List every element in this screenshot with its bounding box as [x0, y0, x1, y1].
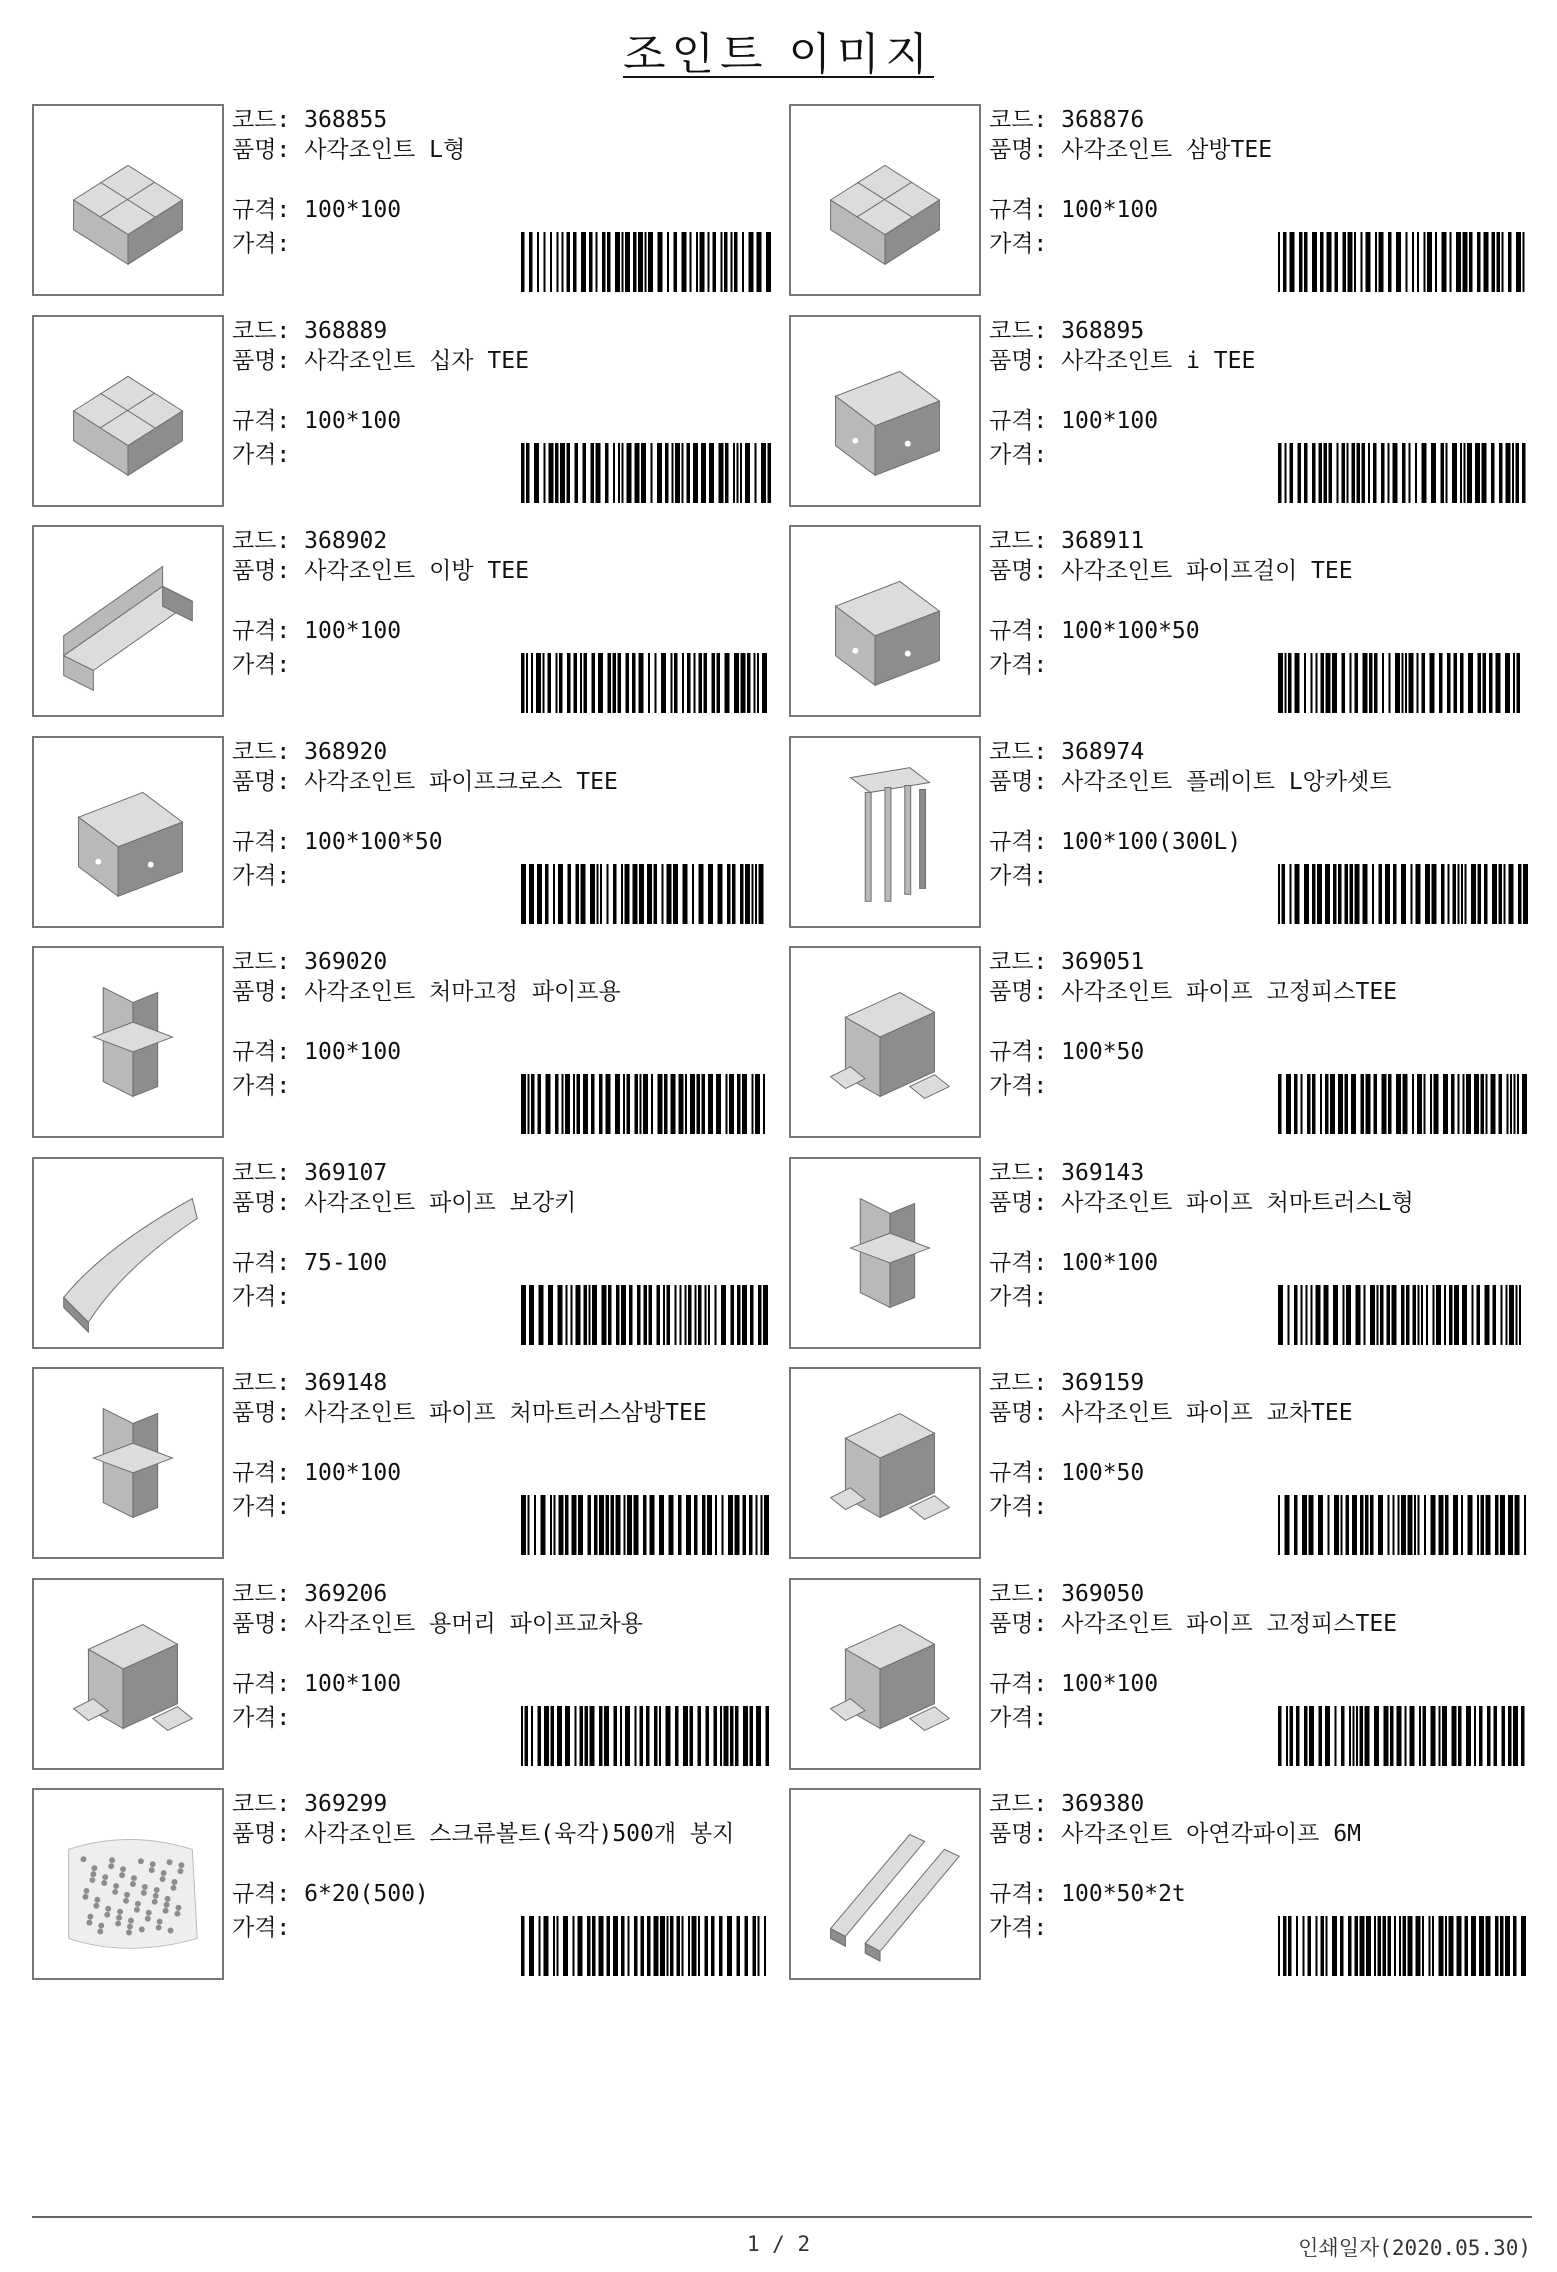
- product-spec: 100*50: [1061, 1460, 1145, 1486]
- product-price-row: [989, 862, 1047, 890]
- code-label: 코드:: [232, 1791, 291, 1817]
- product-name-row: [989, 347, 1519, 375]
- barcode: [1278, 232, 1528, 292]
- name-label: 품명:: [989, 768, 1048, 795]
- product-name-row: [989, 1820, 1519, 1848]
- product-code: 368920: [304, 738, 388, 765]
- page-title: 조인트 이미지: [622, 29, 934, 80]
- product-info: [989, 1788, 1534, 1980]
- product-spec: 100*100: [1061, 407, 1159, 434]
- price-label: 가격:: [989, 441, 1048, 468]
- product-spec: 100*100: [1061, 1249, 1159, 1276]
- product-spec: 100*100*50: [304, 828, 443, 855]
- product-spec-row: [232, 1880, 429, 1908]
- square-joint-plate-anchor-set-icon: [789, 736, 981, 928]
- product-price-row: [989, 230, 1047, 258]
- print-date: 인쇄일자(2020.05.30): [1298, 2236, 1531, 2260]
- square-joint-ridge-pipe-crossing-icon: [32, 1578, 224, 1770]
- product-card: [32, 104, 777, 296]
- product-card: [789, 736, 1534, 928]
- spec-label: 규격:: [989, 197, 1048, 223]
- code-label: 코드:: [989, 317, 1048, 344]
- product-code: 369050: [1061, 1580, 1145, 1607]
- product-card: [32, 1578, 777, 1770]
- product-spec-row: [232, 617, 401, 645]
- product-info: [989, 736, 1534, 928]
- price-label: 가격:: [989, 1073, 1048, 1099]
- product-code: 368876: [1061, 107, 1145, 133]
- spec-label: 규격:: [232, 1670, 291, 1697]
- price-label: 가격:: [232, 1915, 291, 1941]
- product-code: 369107: [304, 1159, 388, 1186]
- product-name-row: [232, 347, 762, 375]
- code-label: 코드:: [989, 528, 1048, 554]
- barcode: [521, 232, 771, 292]
- product-price-row: [232, 1493, 290, 1521]
- code-label: 코드:: [989, 949, 1048, 975]
- product-name: 사각조인트 파이프크로스 TEE: [304, 768, 618, 795]
- product-price-row: [989, 1914, 1047, 1942]
- product-spec-row: [989, 1459, 1144, 1487]
- price-label: 가격:: [989, 1704, 1048, 1731]
- product-spec: 100*100(300L): [1061, 828, 1242, 855]
- product-name-row: [989, 978, 1519, 1006]
- product-info: [989, 1157, 1534, 1349]
- spec-label: 규격:: [989, 828, 1048, 855]
- code-label: 코드:: [232, 107, 291, 133]
- product-code: 368855: [304, 107, 388, 133]
- product-name: 사각조인트 삼방TEE: [1061, 137, 1273, 163]
- barcode: [521, 1495, 771, 1555]
- product-spec-row: [989, 1038, 1144, 1066]
- spec-label: 규격:: [232, 197, 291, 223]
- product-name-row: [232, 978, 762, 1006]
- name-label: 품명:: [989, 347, 1048, 374]
- product-spec-row: [232, 196, 401, 224]
- product-code: 369206: [304, 1580, 388, 1607]
- product-code: 368911: [1061, 528, 1145, 554]
- square-joint-pipe-fixing-piece-tee-icon: [789, 1578, 981, 1770]
- product-info: [989, 315, 1534, 507]
- code-label: 코드:: [989, 107, 1048, 133]
- name-label: 품명:: [989, 979, 1048, 1005]
- code-label: 코드:: [232, 317, 291, 344]
- spec-label: 규격:: [989, 1039, 1048, 1065]
- product-name: 사각조인트 파이프 보강키: [304, 1189, 577, 1216]
- code-label: 코드:: [232, 528, 291, 554]
- product-code: 369299: [304, 1791, 388, 1817]
- product-name-row: [232, 136, 762, 164]
- square-joint-pipe-hanger-tee-icon: [789, 525, 981, 717]
- price-label: 가격:: [989, 1283, 1048, 1310]
- name-label: 품명:: [232, 137, 291, 163]
- product-code-row: [232, 1790, 387, 1818]
- spec-label: 규격:: [232, 1881, 291, 1907]
- price-label: 가격:: [989, 862, 1048, 889]
- product-info: [989, 946, 1534, 1138]
- product-spec-row: [989, 1670, 1158, 1698]
- product-name: 사각조인트 용머리 파이프교차용: [304, 1610, 643, 1637]
- product-name: 사각조인트 아연각파이프 6M: [1061, 1821, 1361, 1847]
- product-spec: 100*50: [1061, 1039, 1145, 1065]
- barcode: [521, 1706, 771, 1766]
- product-code-row: [232, 317, 387, 345]
- barcode: [1278, 1916, 1528, 1976]
- barcode: [521, 1074, 771, 1134]
- code-label: 코드:: [989, 1580, 1048, 1607]
- product-name: 사각조인트 파이프 처마트러스삼방TEE: [304, 1400, 707, 1426]
- product-code: 369148: [304, 1370, 388, 1396]
- product-info: [232, 736, 777, 928]
- name-label: 품명:: [232, 347, 291, 374]
- price-label: 가격:: [989, 652, 1048, 678]
- name-label: 품명:: [989, 137, 1048, 163]
- product-name: 사각조인트 L형: [304, 137, 466, 163]
- name-label: 품명:: [232, 1189, 291, 1216]
- square-joint-eave-fixing-icon: [32, 946, 224, 1138]
- product-info: [232, 104, 777, 296]
- spec-label: 규격:: [232, 1249, 291, 1276]
- square-joint-pipe-cross-tee-icon: [32, 736, 224, 928]
- spec-label: 규격:: [989, 1249, 1048, 1276]
- name-label: 품명:: [232, 1610, 291, 1637]
- product-spec-row: [232, 1459, 401, 1487]
- product-name: 사각조인트 스크류볼트(육각)500개 봉지: [304, 1821, 735, 1847]
- product-code-row: [989, 317, 1144, 345]
- barcode: [521, 1285, 771, 1345]
- product-card: [789, 1157, 1534, 1349]
- price-label: 가격:: [232, 1073, 291, 1099]
- code-label: 코드:: [232, 949, 291, 975]
- product-spec: 100*100: [304, 1039, 402, 1065]
- product-spec-row: [989, 1880, 1186, 1908]
- product-price-row: [232, 1914, 290, 1942]
- product-code: 368889: [304, 317, 388, 344]
- product-price-row: [232, 651, 290, 679]
- product-card: [32, 525, 777, 717]
- code-label: 코드:: [989, 1159, 1048, 1186]
- product-name-row: [232, 1399, 762, 1427]
- price-label: 가격:: [232, 1494, 291, 1520]
- name-label: 품명:: [232, 558, 291, 584]
- product-spec-row: [232, 407, 401, 435]
- code-label: 코드:: [989, 1791, 1048, 1817]
- product-price-row: [232, 1704, 290, 1732]
- code-label: 코드:: [989, 1370, 1048, 1396]
- spec-label: 규격:: [232, 828, 291, 855]
- barcode: [1278, 1074, 1528, 1134]
- product-name-row: [232, 1820, 762, 1848]
- product-code-row: [232, 948, 387, 976]
- name-label: 품명:: [232, 768, 291, 795]
- name-label: 품명:: [989, 1400, 1048, 1426]
- product-card: [789, 1788, 1534, 1980]
- product-info: [232, 946, 777, 1138]
- product-info: [989, 1578, 1534, 1770]
- product-code-row: [989, 948, 1144, 976]
- product-code: 369159: [1061, 1370, 1145, 1396]
- product-name: 사각조인트 i TEE: [1061, 347, 1256, 374]
- product-price-row: [989, 441, 1047, 469]
- product-spec-row: [989, 828, 1241, 856]
- price-label: 가격:: [232, 1704, 291, 1731]
- name-label: 품명:: [989, 1189, 1048, 1216]
- product-spec-row: [989, 407, 1158, 435]
- product-code: 369020: [304, 949, 388, 975]
- price-label: 가격:: [989, 231, 1048, 257]
- footer-divider: [32, 2216, 1532, 2218]
- product-info: [232, 315, 777, 507]
- product-code-row: [232, 738, 387, 766]
- barcode: [1278, 864, 1528, 924]
- product-price-row: [989, 1072, 1047, 1100]
- spec-label: 규격:: [232, 1460, 291, 1486]
- product-code-row: [989, 738, 1144, 766]
- product-card: [789, 1578, 1534, 1770]
- code-label: 코드:: [232, 1159, 291, 1186]
- product-spec: 100*100: [1061, 1670, 1159, 1697]
- product-info: [232, 1367, 777, 1559]
- name-label: 품명:: [232, 979, 291, 1005]
- barcode: [521, 1916, 771, 1976]
- square-joint-pipe-eave-truss-l-icon: [789, 1157, 981, 1349]
- product-card: [789, 946, 1534, 1138]
- product-code-row: [989, 1580, 1144, 1608]
- product-info: [232, 1578, 777, 1770]
- name-label: 품명:: [989, 558, 1048, 584]
- product-code: 369051: [1061, 949, 1145, 975]
- product-code-row: [232, 106, 387, 134]
- product-name: 사각조인트 파이프걸이 TEE: [1061, 558, 1353, 584]
- spec-label: 규격:: [989, 407, 1048, 434]
- product-name: 사각조인트 처마고정 파이프용: [304, 979, 621, 1005]
- product-info: [989, 104, 1534, 296]
- square-joint-three-way-tee-icon: [789, 104, 981, 296]
- code-label: 코드:: [232, 1580, 291, 1607]
- product-code-row: [232, 527, 387, 555]
- product-spec: 100*100: [304, 407, 402, 434]
- product-spec-row: [232, 828, 443, 856]
- product-card: [789, 315, 1534, 507]
- product-name-row: [232, 1189, 762, 1217]
- product-spec: 100*100: [304, 1670, 402, 1697]
- product-name-row: [989, 136, 1519, 164]
- square-joint-pipe-reinforcement-key-icon: [32, 1157, 224, 1349]
- product-card: [32, 1788, 777, 1980]
- product-code: 368974: [1061, 738, 1145, 765]
- product-name: 사각조인트 파이프 고정피스TEE: [1061, 1610, 1398, 1637]
- product-spec-row: [989, 617, 1200, 645]
- product-code-row: [232, 1580, 387, 1608]
- product-name-row: [989, 1610, 1519, 1638]
- product-card: [32, 946, 777, 1138]
- product-price-row: [232, 1283, 290, 1311]
- product-code: 369380: [1061, 1791, 1145, 1817]
- square-joint-pipe-eave-truss-three-way-icon: [32, 1367, 224, 1559]
- name-label: 품명:: [232, 1400, 291, 1426]
- product-spec: 100*50*2t: [1061, 1881, 1186, 1907]
- product-spec-row: [232, 1038, 401, 1066]
- spec-label: 규격:: [232, 1039, 291, 1065]
- spec-label: 규격:: [232, 407, 291, 434]
- product-info: [232, 1157, 777, 1349]
- product-card: [789, 525, 1534, 717]
- product-name: 사각조인트 십자 TEE: [304, 347, 529, 374]
- product-code: 369143: [1061, 1159, 1145, 1186]
- page-number: 1 / 2: [746, 2232, 811, 2256]
- code-label: 코드:: [232, 1370, 291, 1396]
- product-spec: 75-100: [304, 1249, 388, 1276]
- product-code: 368902: [304, 528, 388, 554]
- spec-label: 규격:: [989, 1881, 1048, 1907]
- product-price-row: [989, 1704, 1047, 1732]
- product-card: [32, 1367, 777, 1559]
- name-label: 품명:: [232, 1821, 291, 1847]
- product-card: [32, 736, 777, 928]
- product-name: 사각조인트 이방 TEE: [304, 558, 529, 584]
- product-code-row: [232, 1369, 387, 1397]
- product-price-row: [989, 1283, 1047, 1311]
- product-code-row: [989, 106, 1144, 134]
- product-spec: 100*100*50: [1061, 618, 1200, 644]
- product-spec-row: [232, 1249, 387, 1277]
- square-joint-pipe-crossing-tee-icon: [789, 1367, 981, 1559]
- product-name-row: [232, 768, 762, 796]
- product-name: 사각조인트 플레이트 L앙카셋트: [1061, 768, 1392, 795]
- product-spec: 100*100: [304, 618, 402, 644]
- square-joint-cross-tee-icon: [32, 315, 224, 507]
- barcode: [521, 864, 771, 924]
- product-spec: 100*100: [304, 197, 402, 223]
- barcode: [1278, 1495, 1528, 1555]
- spec-label: 규격:: [232, 618, 291, 644]
- product-name: 사각조인트 파이프 처마트러스L형: [1061, 1189, 1414, 1216]
- barcode: [521, 443, 771, 503]
- product-spec: 100*100: [1061, 197, 1159, 223]
- product-card: [32, 1157, 777, 1349]
- product-name-row: [989, 1189, 1519, 1217]
- price-label: 가격:: [232, 652, 291, 678]
- product-code-row: [232, 1159, 387, 1187]
- price-label: 가격:: [232, 862, 291, 889]
- square-joint-pipe-fixing-piece-tee-icon: [789, 946, 981, 1138]
- screw-bolt-bag-icon: [32, 1788, 224, 1980]
- square-joint-two-way-tee-icon: [32, 525, 224, 717]
- product-price-row: [232, 441, 290, 469]
- product-price-row: [989, 651, 1047, 679]
- barcode: [1278, 653, 1528, 713]
- barcode: [1278, 1285, 1528, 1345]
- product-price-row: [232, 230, 290, 258]
- product-price-row: [232, 862, 290, 890]
- product-name-row: [232, 1610, 762, 1638]
- spec-label: 규격:: [989, 1460, 1048, 1486]
- product-name-row: [989, 1399, 1519, 1427]
- price-label: 가격:: [232, 231, 291, 257]
- price-label: 가격:: [232, 441, 291, 468]
- name-label: 품명:: [989, 1610, 1048, 1637]
- price-label: 가격:: [989, 1494, 1048, 1520]
- product-price-row: [232, 1072, 290, 1100]
- barcode: [1278, 1706, 1528, 1766]
- product-card: [789, 104, 1534, 296]
- product-name-row: [232, 557, 762, 585]
- spec-label: 규격:: [989, 618, 1048, 644]
- product-code-row: [989, 1159, 1144, 1187]
- code-label: 코드:: [232, 738, 291, 765]
- barcode: [521, 653, 771, 713]
- square-joint-i-tee-icon: [789, 315, 981, 507]
- product-info: [989, 1367, 1534, 1559]
- product-code-row: [989, 1369, 1144, 1397]
- price-label: 가격:: [989, 1915, 1048, 1941]
- product-spec: 100*100: [304, 1460, 402, 1486]
- code-label: 코드:: [989, 738, 1048, 765]
- product-name-row: [989, 768, 1519, 796]
- barcode: [1278, 443, 1528, 503]
- product-card: [32, 315, 777, 507]
- product-info: [232, 1788, 777, 1980]
- price-label: 가격:: [232, 1283, 291, 1310]
- product-code-row: [989, 527, 1144, 555]
- product-spec-row: [232, 1670, 401, 1698]
- product-card: [789, 1367, 1534, 1559]
- product-name: 사각조인트 파이프 고정피스TEE: [1061, 979, 1398, 1005]
- product-info: [232, 525, 777, 717]
- spec-label: 규격:: [989, 1670, 1048, 1697]
- product-name: 사각조인트 파이프 교차TEE: [1061, 1400, 1353, 1426]
- product-spec-row: [989, 1249, 1158, 1277]
- product-code-row: [989, 1790, 1144, 1818]
- product-spec: 6*20(500): [304, 1881, 429, 1907]
- square-joint-l-type-icon: [32, 104, 224, 296]
- product-info: [989, 525, 1534, 717]
- name-label: 품명:: [989, 1821, 1048, 1847]
- product-spec-row: [989, 196, 1158, 224]
- product-price-row: [989, 1493, 1047, 1521]
- product-name-row: [989, 557, 1519, 585]
- galvanized-square-pipe-icon: [789, 1788, 981, 1980]
- product-code: 368895: [1061, 317, 1145, 344]
